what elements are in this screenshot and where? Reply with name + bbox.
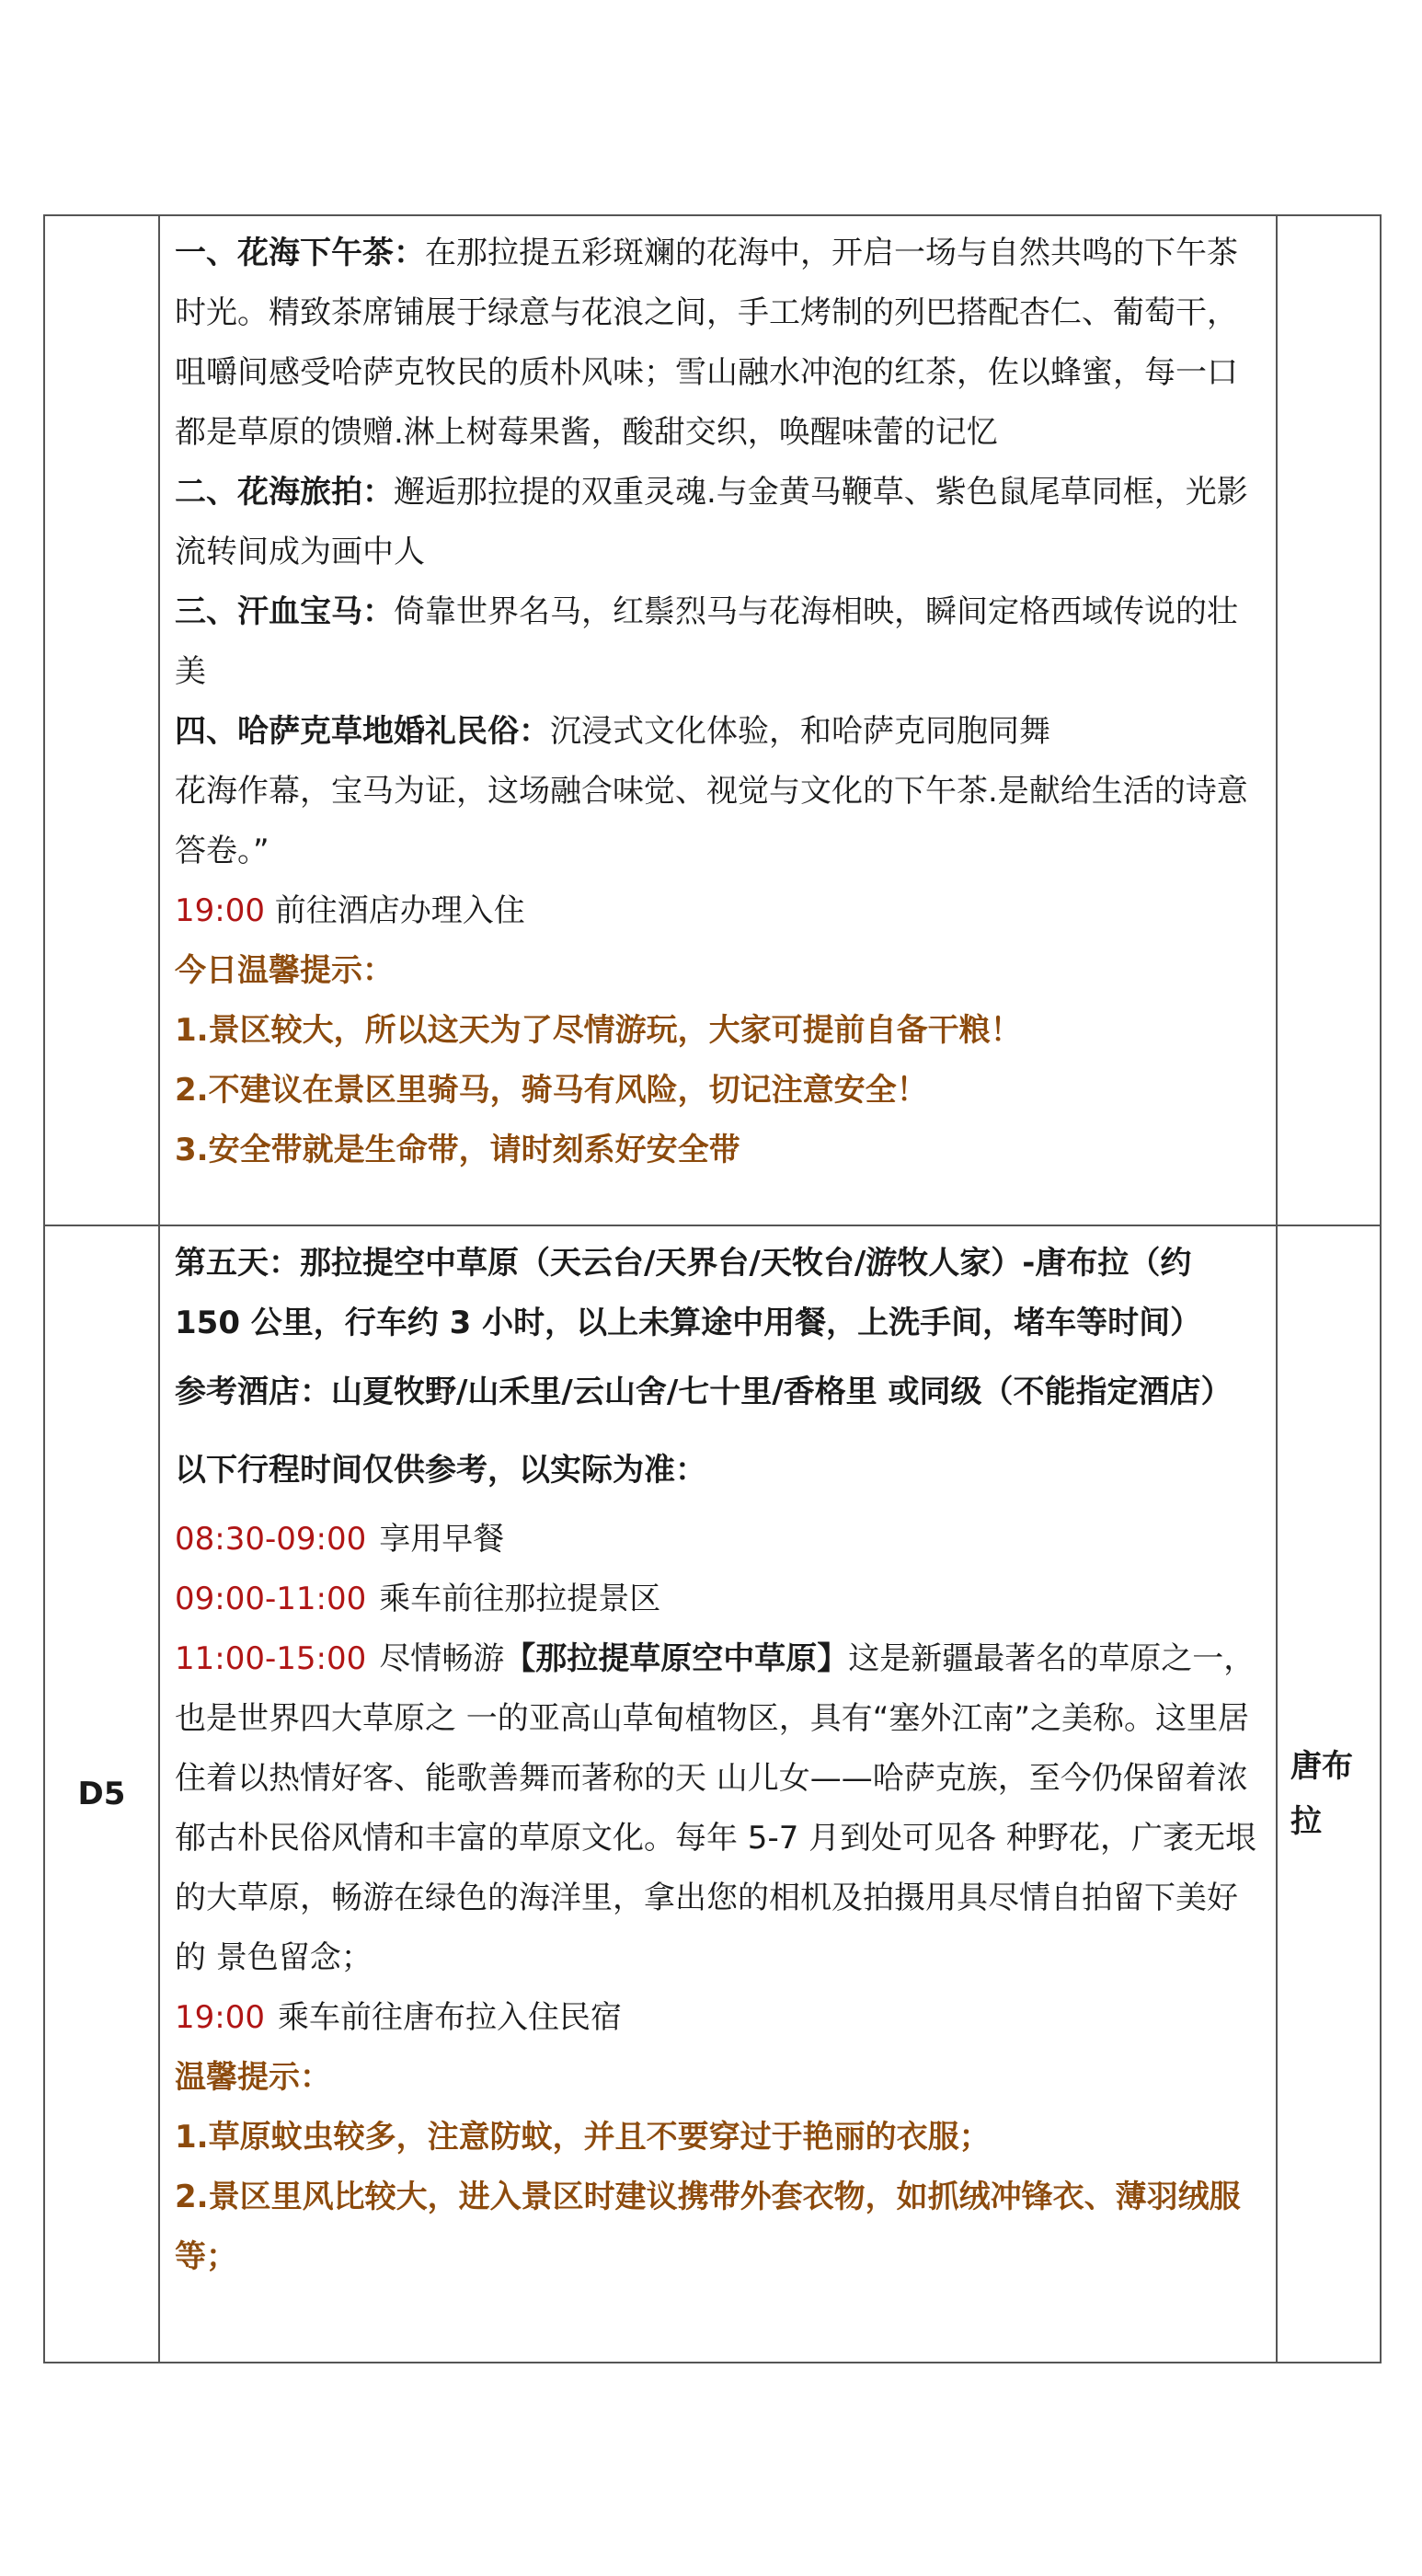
tip-item: 1.草原蚊虫较多，注意防蚊，并且不要穿过于艳丽的衣服； [175, 2119, 991, 2156]
itinerary-row-day5 [44, 1225, 1381, 2363]
schedule-text: 前往酒店办理入住 [274, 892, 525, 929]
tip-item: 3.安全带就是生命带，请时刻系好安全带 [175, 1132, 740, 1168]
schedule-text: 这是新疆最著名的草原之一，也是世界四大草原之 一的亚高山草甸植物区，具有“塞外江南”之美称。这里居住着以热情好客、能歌善舞而著称的天 山儿女——哈萨克族，至今仍保留着浓郁古朴民俗风情和丰富的草原文化。每年 5-7 月到处可见各 种野花，广袤无垠的大草原，畅游在绿色的海洋里，拿出您的相机及拍摄用具尽情自拍留下美好的 景色留念； [175, 1640, 1256, 1976]
section-title: 二、花海旅拍： [175, 474, 394, 511]
section-title: 四、哈萨克草地婚礼民俗： [175, 713, 550, 750]
tips-title: 温馨提示： [175, 2059, 331, 2096]
itinerary-content [159, 215, 1277, 1225]
closing-text: 花海作幕，宝马为证，这场融合味觉、视觉与文化的下午茶.是献给生活的诗意答卷。” [175, 773, 1248, 869]
schedule-time: 19:00 [175, 1999, 265, 2036]
hotel-cell [1277, 215, 1381, 1225]
tip-item: 2.景区里风比较大，进入景区时建议携带外套衣物，如抓绒冲锋衣、薄羽绒服等； [175, 2179, 1241, 2275]
section-text: 邂逅那拉提的双重灵魂.与金黄马鞭草、紫色鼠尾草同框，光影流转间成为画中人 [175, 474, 1248, 570]
section-photo [175, 463, 1261, 582]
itinerary-content [159, 1225, 1277, 2363]
itinerary-table [43, 214, 1382, 2363]
schedule-item [175, 1988, 1261, 2048]
schedule-time: 11:00-15:00 [175, 1640, 367, 1677]
tip-item: 2.不建议在景区里骑马，骑马有风险，切记注意安全！ [175, 1072, 928, 1109]
itinerary-row-day4 [44, 215, 1381, 1225]
schedule-time: 08:30-09:00 [175, 1521, 367, 1558]
schedule-item [175, 881, 1261, 941]
schedule-item [175, 1510, 1261, 1570]
section-text: 沉浸式文化体验，和哈萨克同胞同舞 [550, 713, 1050, 750]
schedule-time: 09:00-11:00 [175, 1581, 367, 1617]
highlight-attraction: 【那拉提草原空中草原】 [504, 1640, 849, 1677]
day-heading: 第五天：那拉提空中草原（天云台/天界台/天牧台/游牧人家）-唐布拉（约 150 公里，行车约 3 小时，以上未算途中用餐，上洗手间，堵车等时间） [175, 1245, 1202, 1341]
tips-title: 今日温馨提示： [175, 952, 394, 989]
day-label: D5 [44, 1225, 159, 2363]
hotel-label: 唐布拉 [1277, 1225, 1381, 2363]
tip-item: 1.景区较大，所以这天为了尽情游玩，大家可提前自备干粮！ [175, 1012, 1022, 1049]
schedule-time: 19:00 [175, 892, 265, 929]
section-title: 一、花海下午茶： [175, 235, 425, 271]
section-wedding [175, 702, 1261, 762]
section-flower-tea [175, 224, 1261, 463]
hotel-reference: 参考酒店：山夏牧野/山禾里/云山舍/七十里/香格里 或同级（不能指定酒店） [175, 1374, 1233, 1410]
schedule-text: 乘车前往唐布拉入住民宿 [277, 1999, 622, 2036]
schedule-note: 以下行程时间仅供参考，以实际为准： [175, 1452, 706, 1489]
day-cell [44, 215, 159, 1225]
schedule-text: 尽情畅游 [379, 1640, 505, 1677]
schedule-item [175, 1570, 1261, 1629]
schedule-item [175, 1629, 1261, 1988]
section-horse [175, 582, 1261, 702]
schedule-text: 乘车前往那拉提景区 [379, 1581, 661, 1617]
section-text: 倚靠世界名马，红鬃烈马与花海相映，瞬间定格西域传说的壮美 [175, 593, 1238, 690]
schedule-text: 享用早餐 [379, 1521, 505, 1558]
section-text: 在那拉提五彩斑斓的花海中，开启一场与自然共鸣的下午茶时光。精致茶席铺展于绿意与花浪之间，手工烤制的列巴搭配杏仁、葡萄干，咀嚼间感受哈萨克牧民的质朴风味；雪山融水冲泡的红茶，佐以蜂蜜，每一口都是草原的馈赠.淋上树莓果酱，酸甜交织，唤醒味蕾的记忆 [175, 235, 1238, 451]
section-title: 三、汗血宝马： [175, 593, 394, 630]
